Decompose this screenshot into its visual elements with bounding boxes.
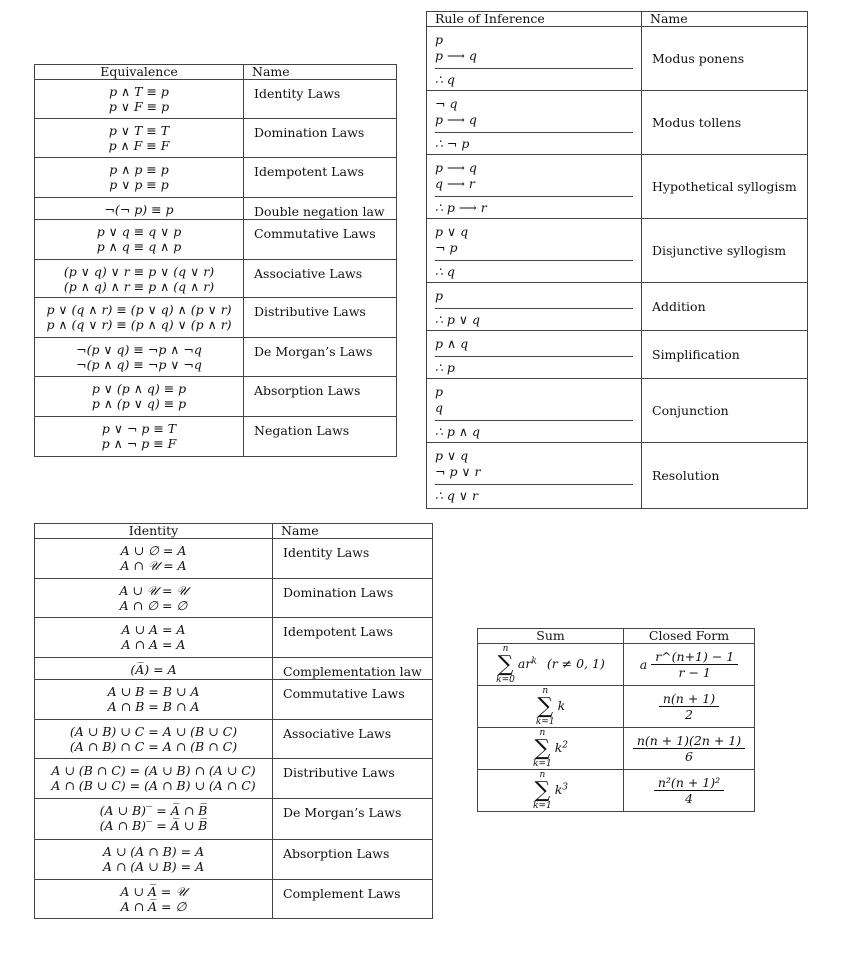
expression-line: p ∧ (p ∨ q) ≡ p — [91, 396, 187, 411]
sum-upper-limit: n — [539, 727, 546, 738]
table-row — [35, 680, 433, 720]
expression-cell — [35, 338, 244, 377]
expression-cell — [35, 119, 244, 158]
law-name: Distributive Laws — [244, 298, 397, 338]
sum-upper-limit: n — [539, 769, 546, 780]
conclusion: ∴ p ⟶ r — [435, 200, 487, 215]
inference-steps — [427, 219, 642, 283]
column-header-closed-form: Closed Form — [624, 629, 755, 644]
sum-exponent: k — [531, 655, 537, 666]
logical-equivalences-table — [34, 64, 397, 457]
inference-steps — [427, 443, 642, 509]
premise: p — [435, 288, 444, 303]
premise: p ∨ q — [435, 224, 469, 239]
table-row — [35, 759, 433, 799]
closed-form — [624, 686, 755, 728]
law-name: Domination Laws — [273, 579, 433, 618]
conclusion-rule — [435, 132, 633, 133]
sum-expression — [478, 686, 624, 728]
denominator: 4 — [685, 791, 693, 806]
expression-cell — [35, 260, 244, 298]
expression-line: A ∪ A̅ = 𝒰 — [120, 884, 187, 899]
expression-cell — [35, 158, 244, 198]
table-row — [478, 644, 755, 686]
premise: p — [435, 384, 444, 399]
expression-line: p ∨ p ≡ p — [109, 177, 169, 192]
numerator: r^(n+1) − 1 — [651, 649, 738, 665]
sum-expression — [478, 770, 624, 812]
conclusion-rule — [435, 260, 633, 261]
conclusion-rule — [435, 308, 633, 309]
law-name: Complement Laws — [273, 880, 433, 919]
sigma — [536, 687, 555, 727]
table-row — [427, 379, 808, 443]
closed-form — [624, 770, 755, 812]
conclusion: ∴ q ∨ r — [435, 488, 478, 503]
expression-cell — [35, 840, 273, 880]
summation-formulas-table — [477, 628, 755, 812]
law-name: Commutative Laws — [273, 680, 433, 720]
column-header-name: Name — [244, 65, 397, 80]
rule-name: Simplification — [642, 331, 808, 379]
conclusion: ∴ q — [435, 264, 455, 279]
law-name: De Morgan’s Laws — [273, 799, 433, 840]
expression-cell — [35, 539, 273, 579]
conclusion: ∴ p ∧ q — [435, 424, 481, 439]
sum-exponent: 2 — [562, 739, 569, 750]
expression-line: p ∨ ¬ p ≡ T — [101, 421, 177, 436]
expression-line: A ∩ ∅ = ∅ — [119, 598, 188, 613]
premise: p ∧ q — [435, 336, 469, 351]
expression-line: A ∪ 𝒰 = 𝒰 — [119, 583, 188, 598]
sum-lower-limit: k=1 — [535, 716, 555, 727]
expression-cell — [35, 658, 273, 680]
expression-line: A ∪ A = A — [121, 622, 186, 637]
expression-cell — [35, 80, 244, 119]
table-row — [35, 260, 397, 298]
closed-form — [624, 728, 755, 770]
expression-line: (A ∩ B) ∩ C = A ∩ (B ∩ C) — [69, 739, 238, 754]
table-row — [478, 728, 755, 770]
table-row — [427, 219, 808, 283]
expression-line: (A̅) = A — [130, 662, 177, 677]
sum-lower-limit: k=1 — [532, 800, 552, 811]
expression-line: A ∩ (A ∪ B) = A — [102, 859, 205, 874]
law-name: Distributive Laws — [273, 759, 433, 799]
sigma-symbol: ∑ — [534, 777, 551, 803]
expression-line: (A ∪ B) ∪ C = A ∪ (B ∪ C) — [69, 724, 238, 739]
premise: p — [435, 32, 444, 47]
premise: p ⟶ q — [435, 160, 477, 175]
expression-line: p ∨ (q ∧ r) ≡ (p ∨ q) ∧ (p ∨ r) — [46, 302, 232, 317]
closed-form — [624, 644, 755, 686]
rule-name: Addition — [642, 283, 808, 331]
sum-condition: (r ≠ 0, 1) — [546, 656, 605, 671]
table-row — [427, 155, 808, 219]
law-name: Idempotent Laws — [273, 618, 433, 658]
table-row — [35, 338, 397, 377]
expression-line: p ∧ T ≡ p — [109, 84, 169, 99]
sum-term: k — [557, 698, 566, 713]
sum-lower-limit: k=1 — [532, 758, 552, 769]
expression-cell — [35, 759, 273, 799]
sum-exponent: 3 — [562, 781, 569, 792]
rule-name: Modus ponens — [642, 27, 808, 91]
fraction — [659, 691, 719, 722]
expression-cell — [35, 880, 273, 919]
expression-line: p ∧ (q ∨ r) ≡ (p ∧ q) ∨ (p ∧ r) — [46, 317, 232, 332]
expression-line: (A ∩ B)‾ = A̅ ∪ B̅ — [99, 818, 208, 833]
table-row — [35, 720, 433, 759]
column-header-name: Name — [273, 524, 433, 539]
rule-name: Conjunction — [642, 379, 808, 443]
law-name: Complementation law — [273, 658, 433, 680]
table-row — [35, 579, 433, 618]
numerator: n(n + 1)(2n + 1) — [633, 733, 745, 749]
premise: ¬ p ∨ r — [435, 464, 481, 479]
law-name: Negation Laws — [244, 417, 397, 457]
expression-line: p ∨ q ≡ q ∨ p — [96, 224, 182, 239]
law-name: Idempotent Laws — [244, 158, 397, 198]
sum-expression — [478, 728, 624, 770]
expression-line: A ∩ A̅ = ∅ — [120, 899, 187, 914]
sum-term: k — [554, 740, 563, 755]
conclusion-rule — [435, 484, 633, 485]
column-header-rule: Rule of Inference — [427, 12, 642, 27]
table-row — [478, 770, 755, 812]
expression-cell — [35, 720, 273, 759]
denominator: 6 — [685, 749, 693, 764]
expression-line: A ∩ 𝒰 = A — [120, 558, 187, 573]
table-row — [427, 443, 808, 509]
column-header-identity: Identity — [35, 524, 273, 539]
premise: p ⟶ q — [435, 112, 477, 127]
inference-steps — [427, 283, 642, 331]
law-name: Associative Laws — [273, 720, 433, 759]
sum-term: k — [554, 782, 563, 797]
sigma — [496, 645, 515, 685]
inference-steps — [427, 331, 642, 379]
law-name: Domination Laws — [244, 119, 397, 158]
set-identities-table — [34, 523, 433, 919]
law-name: Commutative Laws — [244, 220, 397, 260]
conclusion: ∴ ¬ p — [435, 136, 470, 151]
conclusion-rule — [435, 420, 633, 421]
expression-line: (p ∨ q) ∨ r ≡ p ∨ (q ∨ r) — [63, 264, 215, 279]
table-row — [35, 158, 397, 198]
expression-line: A ∪ (A ∩ B) = A — [102, 844, 205, 859]
table-row — [35, 377, 397, 417]
law-name: Double negation law — [244, 198, 397, 220]
premise: p ⟶ q — [435, 48, 477, 63]
expression-line: A ∩ A = A — [121, 637, 186, 652]
column-header-equivalence: Equivalence — [35, 65, 244, 80]
premise: q ⟶ r — [435, 176, 475, 191]
expression-line: A ∪ (B ∩ C) = (A ∪ B) ∩ (A ∪ C) — [51, 763, 256, 778]
expression-line: A ∩ B = B ∩ A — [107, 699, 200, 714]
premise: q — [435, 400, 444, 415]
expression-line: ¬(p ∧ q) ≡ ¬p ∨ ¬q — [76, 357, 202, 372]
table-row — [427, 91, 808, 155]
expression-line: p ∧ ¬ p ≡ F — [101, 436, 177, 451]
expression-line: ¬(p ∨ q) ≡ ¬p ∧ ¬q — [76, 342, 202, 357]
table-row — [35, 539, 433, 579]
expression-cell — [35, 799, 273, 840]
sum-term: ar — [517, 656, 532, 671]
sigma-symbol: ∑ — [497, 651, 514, 677]
expression-cell — [35, 220, 244, 260]
expression-line: p ∧ F ≡ F — [108, 138, 170, 153]
expression-line: (p ∧ q) ∧ r ≡ p ∧ (q ∧ r) — [63, 279, 215, 294]
inference-steps — [427, 91, 642, 155]
table-row — [35, 658, 433, 680]
closed-form-prefix: a — [639, 657, 648, 672]
conclusion: ∴ p — [435, 360, 455, 375]
law-name: Absorption Laws — [244, 377, 397, 417]
inference-steps — [427, 379, 642, 443]
rules-of-inference-table — [426, 11, 808, 509]
expression-line: A ∪ ∅ = A — [120, 543, 187, 558]
inference-steps — [427, 155, 642, 219]
table-row — [35, 618, 433, 658]
conclusion-rule — [435, 196, 633, 197]
expression-line: p ∧ q ≡ q ∧ p — [96, 239, 182, 254]
fraction — [654, 775, 724, 806]
sigma-symbol: ∑ — [537, 693, 554, 719]
expression-line: (A ∪ B)‾ = A̅ ∩ B̅ — [99, 803, 208, 818]
expression-cell — [35, 377, 244, 417]
sigma-symbol: ∑ — [534, 735, 551, 761]
denominator: 2 — [685, 707, 693, 722]
law-name: Identity Laws — [244, 80, 397, 119]
table-row — [35, 298, 397, 338]
numerator: n(n + 1) — [659, 691, 719, 707]
rule-name: Hypothetical syllogism — [642, 155, 808, 219]
fraction — [651, 649, 738, 680]
law-name: Associative Laws — [244, 260, 397, 298]
sigma — [533, 729, 552, 769]
premise: ¬ q — [435, 96, 458, 111]
expression-line: p ∧ p ≡ p — [109, 162, 169, 177]
table-row — [427, 27, 808, 91]
fraction — [633, 733, 745, 764]
expression-cell — [35, 579, 273, 618]
conclusion: ∴ q — [435, 72, 455, 87]
sum-expression — [478, 644, 624, 686]
premise: p ∨ q — [435, 448, 469, 463]
expression-line: A ∩ (B ∪ C) = (A ∩ B) ∪ (A ∩ C) — [51, 778, 256, 793]
table-row — [35, 80, 397, 119]
column-header-name: Name — [642, 12, 808, 27]
table-row — [35, 198, 397, 220]
expression-line: ¬(¬ p) ≡ p — [104, 202, 174, 217]
table-row — [478, 686, 755, 728]
expression-cell — [35, 618, 273, 658]
conclusion: ∴ p ∨ q — [435, 312, 481, 327]
expression-line: p ∨ (p ∧ q) ≡ p — [91, 381, 187, 396]
sum-lower-limit: k=0 — [496, 674, 515, 685]
table-row — [35, 840, 433, 880]
table-row — [35, 119, 397, 158]
expression-cell — [35, 198, 244, 220]
rule-name: Modus tollens — [642, 91, 808, 155]
sum-upper-limit: n — [502, 643, 509, 654]
table-row — [427, 283, 808, 331]
expression-line: A ∪ B = B ∪ A — [107, 684, 200, 699]
table-row — [427, 331, 808, 379]
conclusion-rule — [435, 68, 633, 69]
expression-cell — [35, 680, 273, 720]
sigma — [533, 771, 552, 811]
expression-cell — [35, 417, 244, 457]
sum-upper-limit: n — [542, 685, 549, 696]
numerator: n²(n + 1)² — [654, 775, 724, 791]
expression-line: p ∨ F ≡ p — [108, 99, 170, 114]
expression-line: p ∨ T ≡ T — [108, 123, 170, 138]
column-header-sum: Sum — [478, 629, 624, 644]
premise: ¬ p — [435, 240, 458, 255]
table-row — [35, 417, 397, 457]
denominator: r − 1 — [678, 665, 711, 680]
law-name: Identity Laws — [273, 539, 433, 579]
table-row — [35, 799, 433, 840]
rule-name: Disjunctive syllogism — [642, 219, 808, 283]
law-name: Absorption Laws — [273, 840, 433, 880]
law-name: De Morgan’s Laws — [244, 338, 397, 377]
table-row — [35, 220, 397, 260]
inference-steps — [427, 27, 642, 91]
rule-name: Resolution — [642, 443, 808, 509]
table-row — [35, 880, 433, 919]
expression-cell — [35, 298, 244, 338]
conclusion-rule — [435, 356, 633, 357]
